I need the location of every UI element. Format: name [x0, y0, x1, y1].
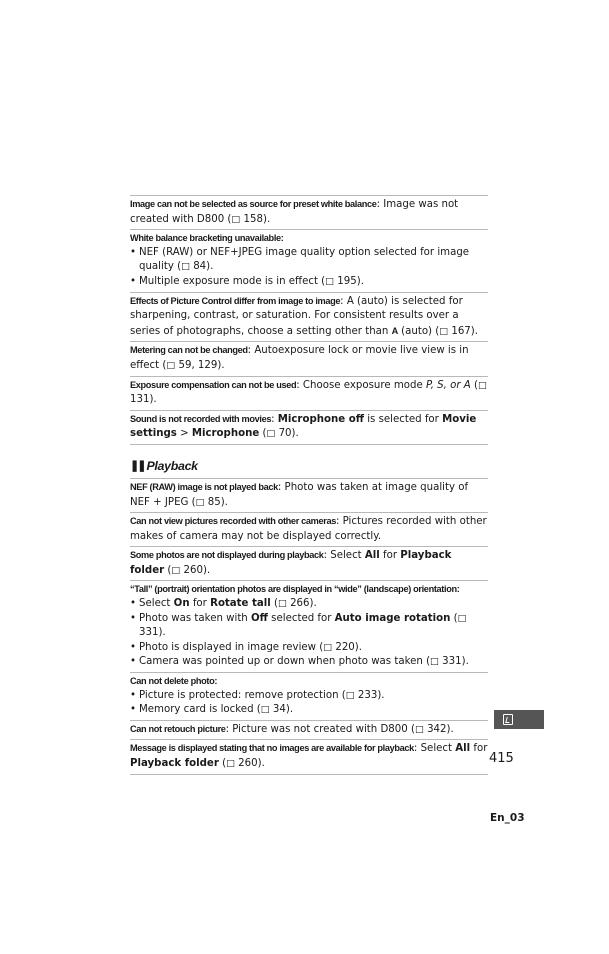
list-item: • Select On for Rotate tall (□ 266). [130, 597, 488, 612]
entry-term: Effects of Picture Control differ from image to image [130, 295, 341, 306]
entry-cannot-retouch: Can not retouch picture: Picture was not created with D800 (□ 342). [130, 720, 488, 740]
page-ref-icon: □ [430, 656, 439, 668]
list-item: • Camera was pointed up or down when photo was taken (□ 331). [130, 655, 488, 670]
entry-term: Can not delete photo: [130, 676, 218, 687]
entry-other-cameras: Can not view pictures recorded with other cameras: Pictures recorded with other makes of camera may not be displayed correctly. [130, 512, 488, 546]
page-number: 415 [489, 751, 514, 766]
troubleshooting-icon [503, 714, 513, 725]
entry-cannot-delete [130, 672, 488, 720]
entry-no-images-message: Message is displayed stating that no images are available for playback: Select All for Playback folder (□ 260). [130, 739, 488, 774]
page-ref-icon: □ [171, 564, 181, 576]
troubleshooting-list [130, 195, 488, 775]
entry-preset-wb: Image can not be selected as source for preset white balance: Image was not created with D800 (□ 158). [130, 195, 488, 229]
page-ref-icon: □ [166, 359, 176, 371]
entry-term: NEF (RAW) image is not played back [130, 481, 278, 492]
entry-term: Metering can not be changed [130, 345, 248, 356]
list-item: • Photo was taken with Off selected for Auto image rotation (□ 331). [130, 612, 488, 641]
entry-term: Can not view pictures recorded with other cameras [130, 516, 336, 527]
entry-wb-bracketing [130, 229, 488, 291]
list-item: • Memory card is locked (□ 34). [130, 703, 488, 718]
page-ref-icon: □ [345, 689, 355, 701]
entry-picture-control: Effects of Picture Control differ from image to image: A (auto) is selected for sharpening, contrast, or saturation. For consistent results over a series of photographs, choose a setting other than A (auto) (□ 167). [130, 292, 488, 342]
page-ref-icon: □ [260, 704, 270, 716]
entry-term: Exposure compensation can not be used [130, 379, 297, 390]
entry-tall-orientation [130, 580, 488, 672]
section-marker-icon: ❚❚ [130, 460, 145, 473]
chapter-tab [494, 710, 544, 729]
entry-term: Sound is not recorded with movies [130, 413, 272, 424]
list-item: • NEF (RAW) or NEF+JPEG image quality option selected for image quality (□ 84). [130, 246, 488, 275]
list-item: • Multiple exposure mode is in effect (□ 195). [130, 275, 488, 290]
entry-term: Message is displayed stating that no images are available for playback [130, 743, 414, 754]
page-ref-icon: □ [439, 325, 449, 337]
page-ref-icon: □ [277, 598, 287, 610]
page-ref-icon: □ [195, 496, 205, 508]
list-item: • Photo is displayed in image review (□ 220). [130, 641, 488, 656]
page-ref-icon: □ [266, 428, 276, 440]
page-ref-icon: □ [231, 213, 241, 225]
entry-exposure-comp: Exposure compensation can not be used: Choose exposure mode P, S, or A (□ 131). [130, 376, 488, 410]
page-ref-icon: □ [226, 758, 235, 769]
page-ref-icon: □ [325, 275, 335, 287]
section-heading-playback [130, 458, 488, 474]
section-title: Playback [146, 458, 198, 473]
list-item: • Picture is protected: remove protection (□ 233). [130, 689, 488, 704]
entry-nef-playback: NEF (RAW) image is not played back: Photo was taken at image quality of NEF + JPEG (□ 85). [130, 478, 488, 512]
page-ref-icon: □ [323, 641, 333, 653]
page-ref-icon: □ [414, 723, 424, 735]
entry-movie-sound: Sound is not recorded with movies: Microphone off is selected for Movie settings > Microphone (□ 70). [130, 410, 488, 445]
footer-code: En_03 [490, 812, 525, 824]
page-ref-icon: □ [477, 379, 487, 391]
entry-term: Image can not be selected as source for preset white balance [130, 199, 377, 209]
entry-term: “Tall” (portrait) orientation photos are displayed in “wide” (landscape) orientation: [130, 584, 460, 595]
entry-term: White balance bracketing unavailable: [130, 233, 284, 244]
entry-term: Can not retouch picture [130, 723, 226, 734]
entry-term: Some photos are not displayed during playback [130, 550, 324, 561]
page-ref-icon: □ [181, 261, 190, 273]
page-ref-icon: □ [457, 612, 467, 624]
entry-metering: Metering can not be changed: Autoexposure lock or movie live view is in effect (□ 59, 129). [130, 341, 488, 375]
entry-photos-not-displayed: Some photos are not displayed during playback: Select All for Playback folder (□ 260). [130, 546, 488, 580]
